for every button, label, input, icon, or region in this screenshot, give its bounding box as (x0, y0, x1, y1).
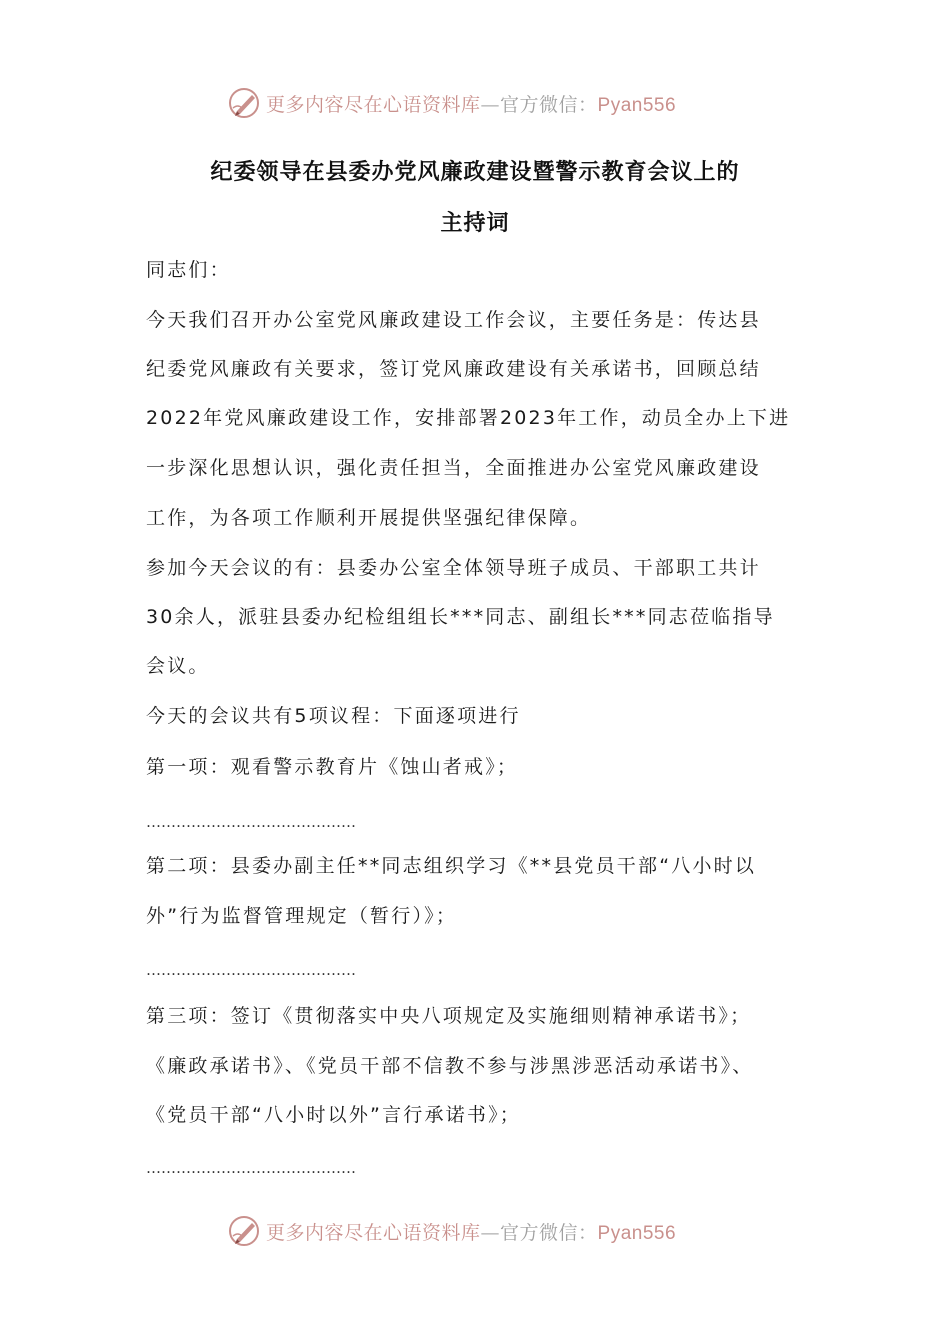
watermark-banner-bottom (228, 1214, 748, 1248)
body-line: 《廉政承诺书》、《党员干部不信教不参与涉黑涉恶活动承诺书》、 (146, 1055, 754, 1077)
body-line: 2022年党风廉政建设工作，安排部署2023年工作，动员全办上下进 (146, 407, 791, 429)
ellipsis-separator: …………………………………… (146, 961, 356, 979)
body-line: 工作，为各项工作顺利开展提供坚强纪律保障。 (146, 507, 592, 529)
body-line: 一步深化思想认识，强化责任担当，全面推进办公室党风廉政建设 (146, 457, 761, 479)
ellipsis-separator: …………………………………… (146, 1159, 356, 1177)
body-line: 外”行为监督管理规定（暂行）》； (146, 905, 458, 927)
ellipsis-separator: …………………………………… (146, 813, 356, 831)
watermark-banner-top (228, 86, 748, 120)
body-line: 会议。 (146, 655, 210, 677)
body-line: 纪委党风廉政有关要求，签订党风廉政建设有关承诺书，回顾总结 (146, 358, 761, 380)
body-line: 今天我们召开办公室党风廉政建设工作会议，主要任务是：传达县 (146, 309, 761, 331)
pen-logo-icon (228, 1214, 262, 1248)
document-title-line2: 主持词 (440, 211, 510, 236)
pen-logo-icon (228, 86, 262, 120)
watermark-text: 更多内容尽在心语资料库—官方微信：Pyan556 (266, 93, 677, 116)
agenda-item-1: 第一项：观看警示教育片《蚀山者戒》； (146, 756, 519, 778)
body-line: 30余人，派驻县委办纪检组组长***同志、副组长***同志莅临指导 (146, 606, 775, 628)
document-title-line1: 纪委领导在县委办党风廉政建设暨警示教育会议上的 (210, 160, 740, 185)
body-line: 参加今天会议的有：县委办公室全体领导班子成员、干部职工共计 (146, 557, 761, 579)
agenda-item-3: 第三项：签订《贯彻落实中央八项规定及实施细则精神承诺书》； (146, 1005, 752, 1027)
body-line: 《党员干部“八小时以外”言行承诺书》； (146, 1104, 521, 1126)
watermark-text: 更多内容尽在心语资料库—官方微信：Pyan556 (266, 1221, 677, 1244)
agenda-item-2: 第二项：县委办副主任**同志组织学习《**县党员干部“八小时以 (146, 855, 757, 877)
salutation: 同志们： (146, 259, 231, 281)
agenda-intro: 今天的会议共有5项议程：下面逐项进行 (146, 705, 521, 727)
